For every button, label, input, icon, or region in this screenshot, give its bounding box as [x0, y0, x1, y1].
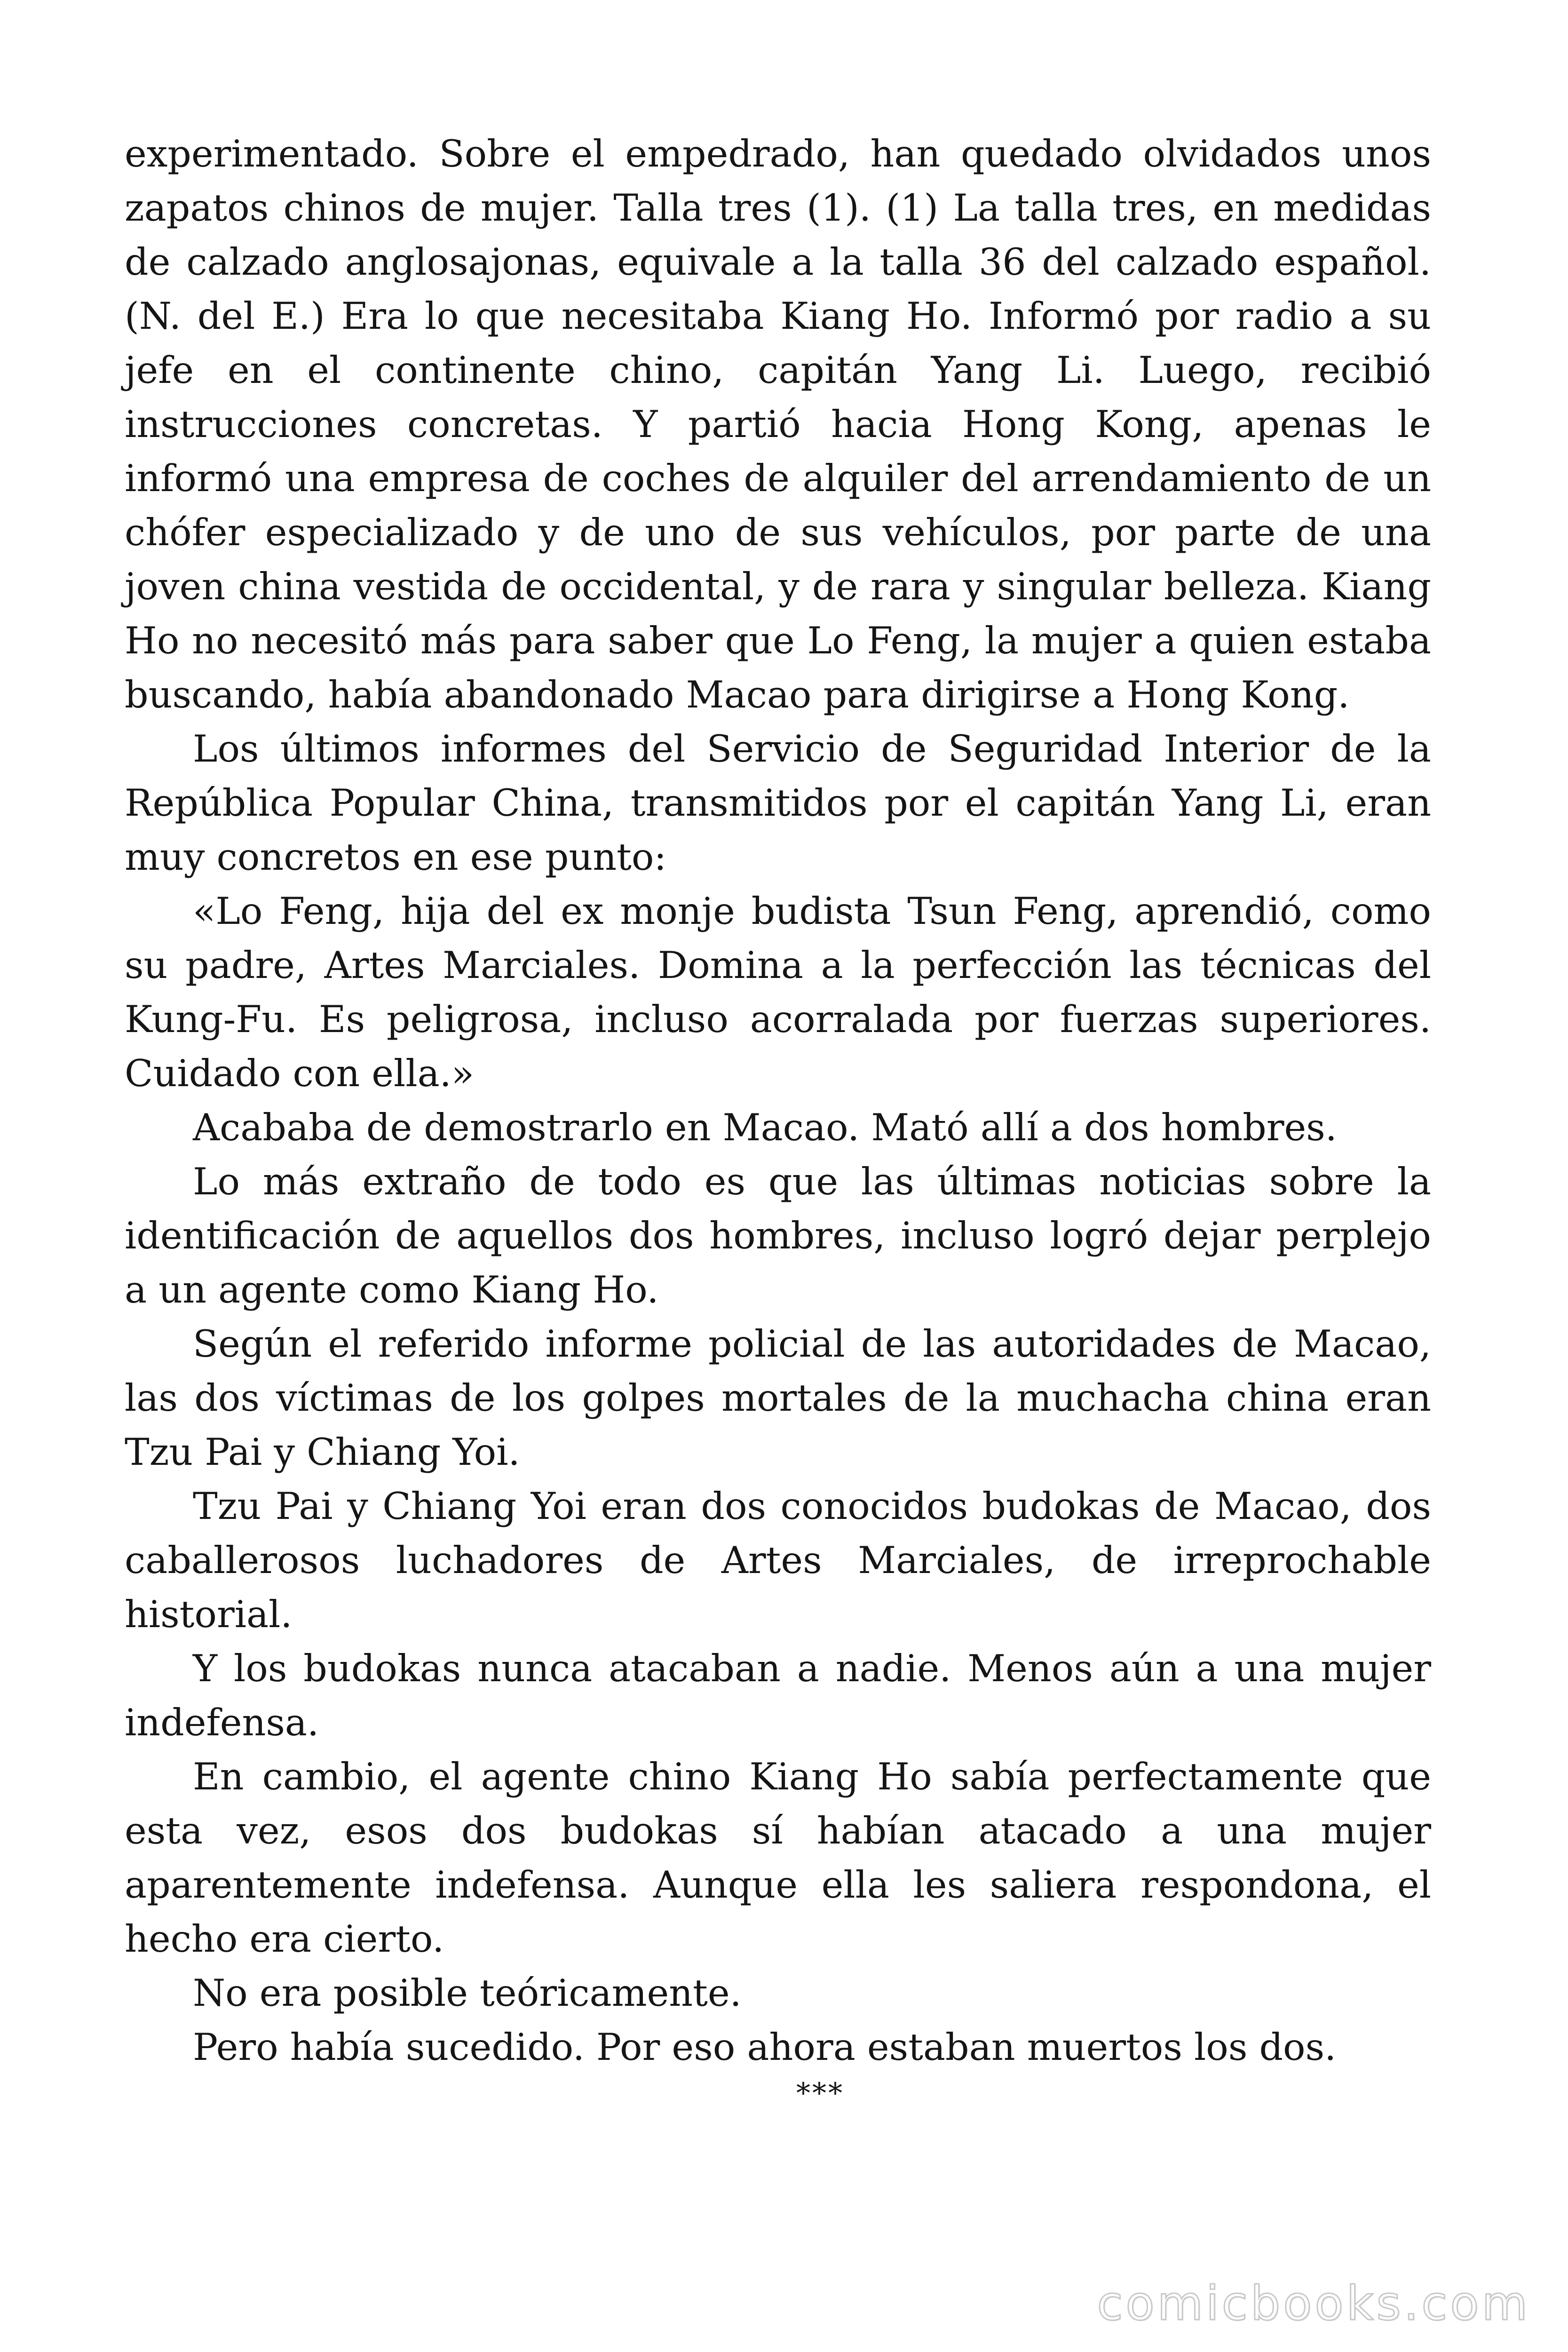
body-text: [125, 127, 1431, 2074]
paragraph: experimentado. Sobre el empedrado, han quedado olvidados unos zapatos chinos de mujer. Talla tres (1). (1) La talla tres, en medidas de calzado anglosajonas, equivale a la talla 36 del calzado español. (N. del E.) Era lo que necesitaba Kiang Ho. Informó por radio a su jefe en el continente chino, capitán Yang Li. Luego, recibió instrucciones concretas. Y partió hacia Hong Kong, apenas le informó una empresa de coches de alquiler del arrendamiento de un chófer especializado y de uno de sus vehículos, por parte de una joven china vestida de occidental, y de rara y singular belleza. Kiang Ho no necesitó más para saber que Lo Feng, la mujer a quien estaba buscando, había abandonado Macao para dirigirse a Hong Kong.: [125, 132, 1431, 716]
paragraph: Acababa de demostrarlo en Macao. Mató allí a dos hombres.: [193, 1106, 1337, 1149]
page-body: [125, 127, 1431, 2112]
section-separator: ***: [796, 2077, 844, 2110]
paragraph: Pero había sucedido. Por eso ahora estaban muertos los dos.: [193, 2026, 1337, 2069]
paragraph: «Lo Feng, hija del ex monje budista Tsun Feng, aprendió, como su padre, Artes Marciales. Domina a la perfección las técnicas del Kung-Fu. Es peligrosa, incluso acorralada por fuerzas superiores. Cuidado con ella.»: [125, 890, 1431, 1095]
paragraph: Según el referido informe policial de las autoridades de Macao, las dos víctimas de los golpes mortales de la muchacha china eran Tzu Pai y Chiang Yoi.: [125, 1322, 1431, 1474]
paragraph: Lo más extraño de todo es que las últimas noticias sobre la identificación de aquellos dos hombres, incluso logró dejar perplejo a un agente como Kiang Ho.: [125, 1160, 1431, 1311]
paragraph: Y los budokas nunca atacaban a nadie. Menos aún a una mujer indefensa.: [125, 1647, 1431, 1744]
paragraph: Los últimos informes del Servicio de Seguridad Interior de la República Popular China, transmitidos por el capitán Yang Li, eran muy concretos en ese punto:: [125, 727, 1431, 879]
paragraph: En cambio, el agente chino Kiang Ho sabía perfectamente que esta vez, esos dos budokas sí habían atacado a una mujer aparentemente indefensa. Aunque ella les saliera respondona, el hecho era cierto.: [125, 1755, 1431, 1961]
paragraph: No era posible teóricamente.: [193, 1971, 742, 2015]
paragraph: Tzu Pai y Chiang Yoi eran dos conocidos budokas de Macao, dos caballerosos luchadores de Artes Marciales, de irreprochable historial.: [125, 1485, 1431, 1636]
watermark-logo: comicbooks.com: [1097, 2276, 1530, 2331]
